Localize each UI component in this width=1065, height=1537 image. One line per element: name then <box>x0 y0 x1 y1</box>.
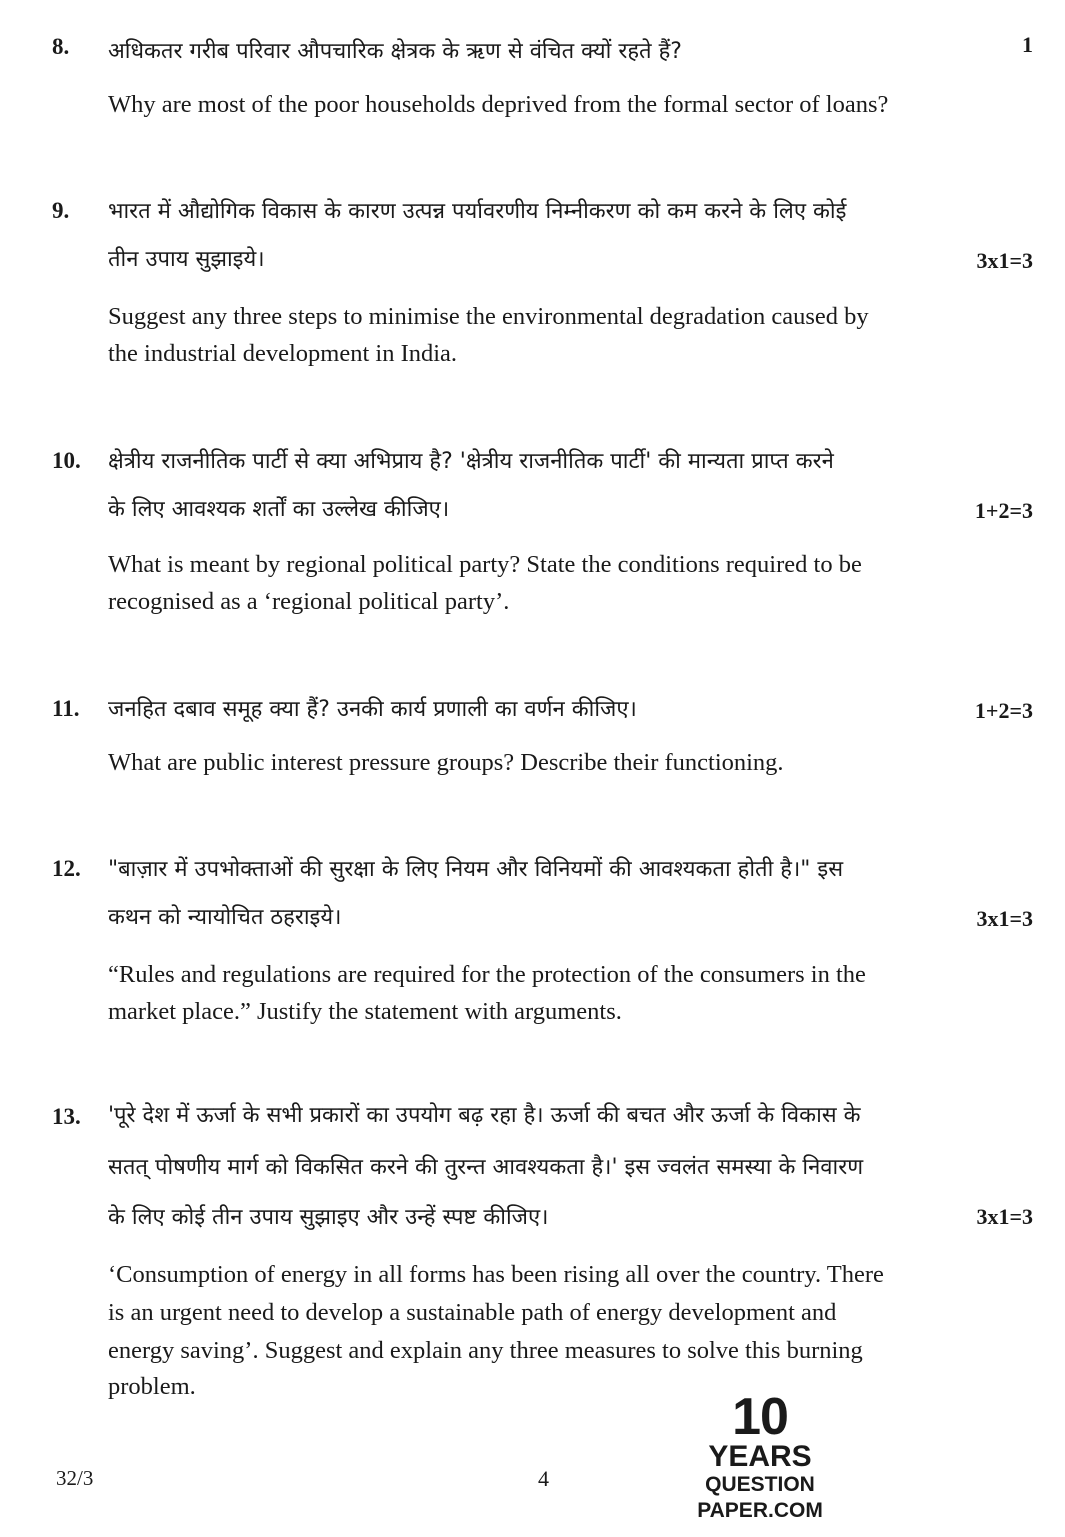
question-number: 8. <box>52 34 70 59</box>
page-number: 4 <box>538 1466 549 1491</box>
question-marks: 1+2=3 <box>974 498 1033 523</box>
question-english-line: is an urgent need to develop a sustainable path of energy development and <box>108 1299 837 1326</box>
question-hindi-line: जनहित दबाव समूह क्या हैं? उनकी कार्य प्रणाली का वर्णन कीजिए। <box>108 697 637 722</box>
question-hindi-line: क्षेत्रीय राजनीतिक पार्टी से क्या अभिप्राय है? 'क्षेत्रीय राजनीतिक पार्टी' की मान्यता प्राप्त करने <box>108 449 834 474</box>
question-english-line: What are public interest pressure groups? Describe their functioning. <box>108 749 784 776</box>
paper-code: 32/3 <box>56 1466 94 1490</box>
logo-site: QUESTION PAPER.COM <box>697 1473 823 1522</box>
question-number: 11. <box>52 696 80 721</box>
question-marks: 1+2=3 <box>974 698 1033 723</box>
question-marks: 3x1=3 <box>976 1204 1033 1229</box>
logo-number: 10 <box>732 1388 788 1446</box>
logo-years: YEARS <box>708 1440 812 1473</box>
question-hindi-line: 'पूरे देश में ऊर्जा के सभी प्रकारों का उपयोग बढ़ रहा है। ऊर्जा की बचत और ऊर्जा के विकास के <box>108 1103 861 1128</box>
question-english-line: Suggest any three steps to minimise the environmental degradation caused by <box>108 303 869 330</box>
watermark-logo <box>640 1388 880 1522</box>
question-english-line: “Rules and regulations are required for the protection of the consumers in the <box>108 961 866 988</box>
question-english-line: market place.” Justify the statement with arguments. <box>108 998 622 1025</box>
question-marks: 3x1=3 <box>976 248 1033 273</box>
question-hindi-line: "बाज़ार में उपभोक्ताओं की सुरक्षा के लिए नियम और विनियमों की आवश्यकता होती है।" इस <box>108 857 844 882</box>
question-hindi-line: सतत् पोषणीय मार्ग को विकसित करने की तुरन्त आवश्यकता है।' इस ज्वलंत समस्या के निवारण <box>108 1155 864 1180</box>
question-number: 10. <box>52 448 81 473</box>
question-english-line: recognised as a ‘regional political party’. <box>108 588 510 615</box>
question-hindi-line: के लिए आवश्यक शर्तों का उल्लेख कीजिए। <box>108 497 450 522</box>
question-english-line: energy saving’. Suggest and explain any three measures to solve this burning <box>108 1337 863 1364</box>
question-marks: 1 <box>1022 32 1033 57</box>
question-english-line: What is meant by regional political party? State the conditions required to be <box>108 551 862 578</box>
question-hindi-line: तीन उपाय सुझाइये। <box>108 247 265 272</box>
question-hindi-line: भारत में औद्योगिक विकास के कारण उत्पन्न पर्यावरणीय निम्नीकरण को कम करने के लिए कोई <box>108 199 847 224</box>
question-number: 12. <box>52 856 81 881</box>
question-english-line: ‘Consumption of energy in all forms has been rising all over the country. There <box>108 1261 884 1288</box>
question-number: 9. <box>52 198 70 223</box>
question-english-line: the industrial development in India. <box>108 340 458 367</box>
question-hindi-line: अधिकतर गरीब परिवार औपचारिक क्षेत्रक के ऋण से वंचित क्यों रहते हैं? <box>108 39 682 64</box>
question-number: 13. <box>52 1104 81 1129</box>
question-english-line: problem. <box>108 1373 196 1400</box>
question-marks: 3x1=3 <box>976 906 1033 931</box>
question-hindi-line: कथन को न्यायोचित ठहराइये। <box>108 905 342 930</box>
question-english-line: Why are most of the poor households deprived from the formal sector of loans? <box>108 91 889 118</box>
question-hindi-line: के लिए कोई तीन उपाय सुझाइए और उन्हें स्पष्ट कीजिए। <box>108 1205 549 1230</box>
